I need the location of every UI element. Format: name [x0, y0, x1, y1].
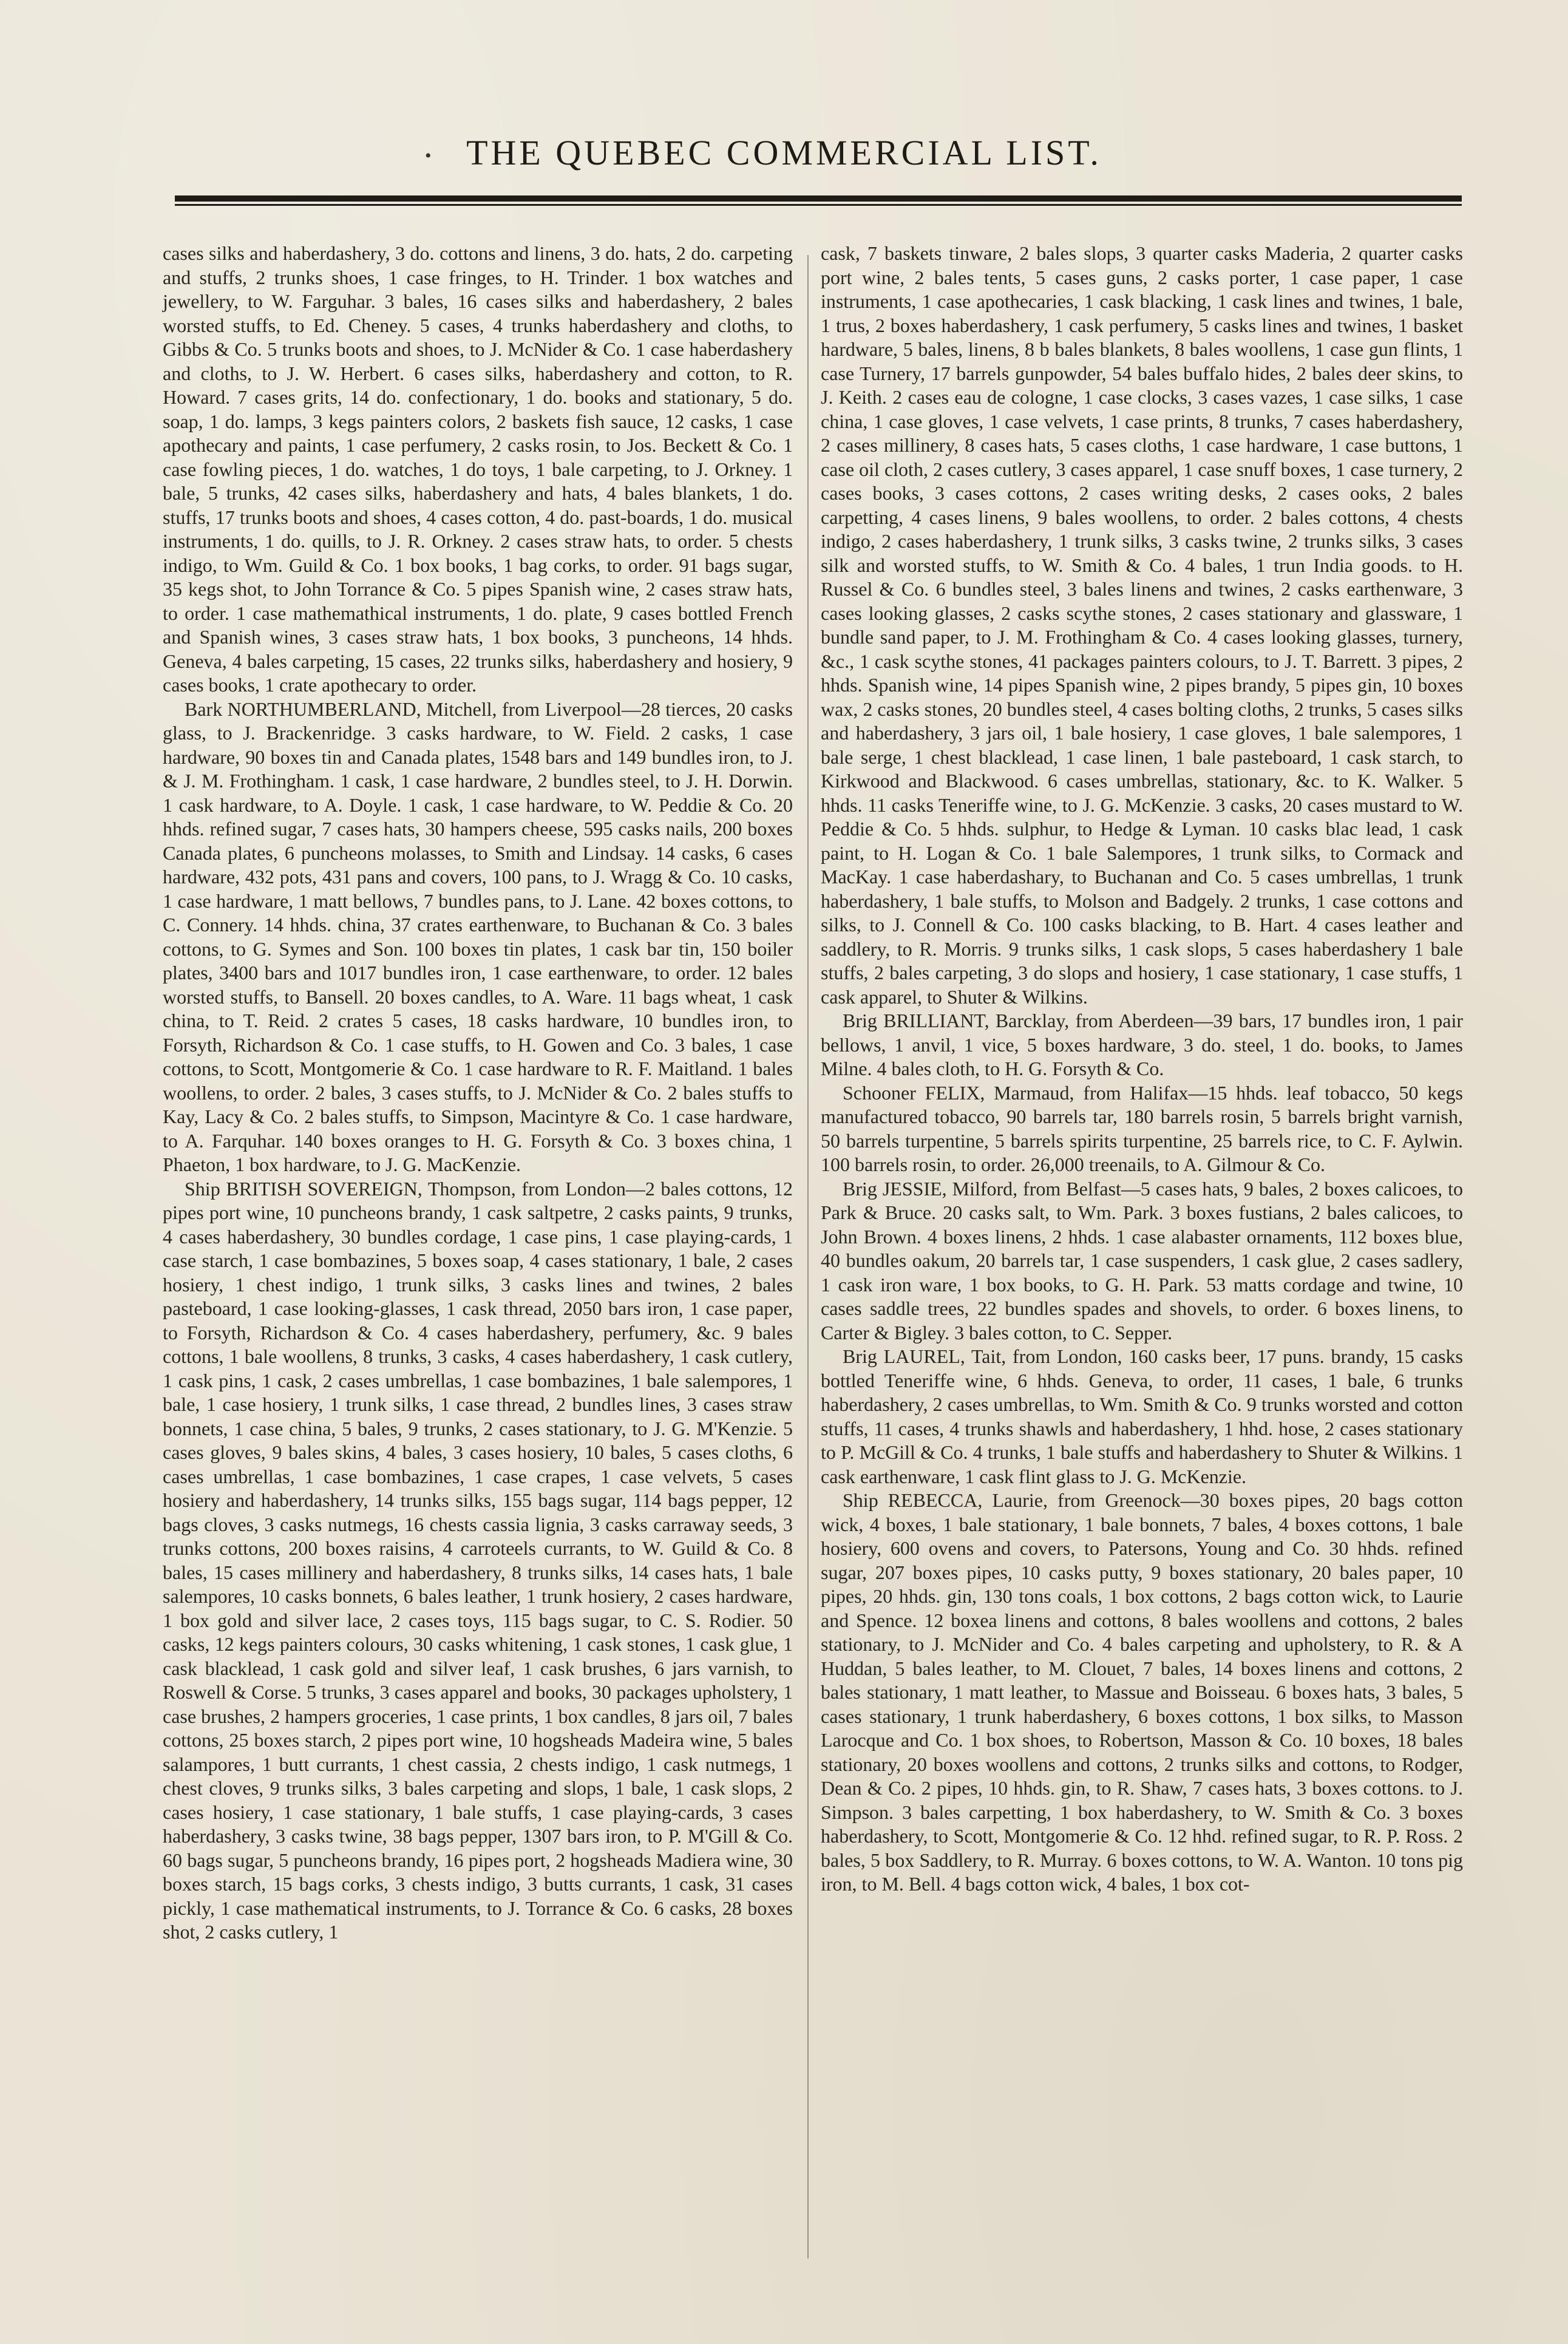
left-paragraph-british-sovereign: Ship BRITISH SOVEREIGN, Thompson, from London—2 bales cottons, 12 pipes port wine, 10 puncheons brandy, 1 cask saltpetre, 2 casks paints, 9 trunks, 4 cases haberdashery, 30 bundles cordage, 1 case pins, 1 case playing-cards, 1 case starch, 1 case bombazines, 5 boxes soap, 4 cases stationary, 1 bale, 2 cases hosiery, 1 chest indigo, 1 trunk silks, 3 casks lines and twines, 2 bales pasteboard, 1 case looking-glasses, 1 cask thread, 2050 bars iron, 1 case paper, to Forsyth, Richardson & Co. 4 cases haberdashery, perfumery, &c. 9 bales cottons, 1 bale woollens, 8 trunks, 3 casks, 4 cases haberdashery, 1 cask cutlery, 1 cask pins, 1 cask, 2 cases umbrellas, 1 case bombazines, 1 bale salempores, 1 bale, 1 case hosiery, 1 trunk silks, 1 case thread, 2 bundles lines, 3 cases straw bonnets, 1 case china, 5 bales, 9 trunks, 2 cases stationary, to J. G. M'Kenzie. 5 cases gloves, 9 bales skins, 4 bales, 3 cases hosiery, 10 bales, 5 cases cloths, 6 cases umbrellas, 1 case bombazines, 1 case crapes, 1 case velvets, 5 cases hosiery and haberdashery, 14 trunks silks, 155 bags sugar, 114 bags pepper, 12 bags cloves, 3 casks nutmegs, 16 chests cassia lignia, 3 casks carraway seeds, 3 trunks cottons, 200 boxes raisins, 4 carroteels currants, to W. Guild & Co. 8 bales, 15 cases millinery and haberdashery, 8 trunks silks, 14 cases hats, 1 bale salempores, 10 casks bonnets, 6 bales leather, 1 trunk hosiery, 2 cases hardware, 1 box gold and silver lace, 2 cases toys, 115 bags sugar, to C. S. Rodier. 50 casks, 12 kegs painters colours, 30 casks whitening, 1 cask stones, 1 cask glue, 1 cask blacklead, 1 cask gold and silver leaf, 1 cask brushes, 6 jars varnish, to Roswell & Corse. 5 trunks, 3 cases apparel and books, 30 packages upholstery, 1 case brushes, 2 hampers groceries, 1 case prints, 1 box candles, 8 jars oil, 7 bales cottons, 25 boxes starch, 2 pipes port wine, 10 hogsheads Madeira wine, 5 bales salampores, 1 butt currants, 1 chest cassia, 2 chests indigo, 1 cask nutmegs, 1 chest cloves, 9 trunks silks, 3 bales carpeting and slops, 1 bale, 1 cask slops, 2 cases hosiery, 1 case stationary, 1 bale stuffs, 1 case playing-cards, 3 cases haberdashery, 3 casks twine, 38 bags pepper, 1307 bars iron, to P. M'Gill & Co. 60 bags sugar, 5 puncheons brandy, 16 pipes port, 2 hogsheads Madiera wine, 30 boxes starch, 15 bags corks, 3 chests indigo, 3 butts currants, 1 cask, 31 cases pickly, 1 case mathematical instruments, to J. Torrance & Co. 6 casks, 28 boxes shot, 2 casks cutlery, 1: [163, 1177, 793, 1943]
left-paragraph-northumberland: Bark NORTHUMBERLAND, Mitchell, from Liverpool—28 tierces, 20 casks glass, to J. Brackenridge. 3 casks hardware, to W. Field. 2 casks, 1 case hardware, 90 boxes tin and Canada plates, 1548 bars and 149 bundles iron, to J. & J. M. Frothingham. 1 cask, 1 case hardware, 2 bundles steel, to J. H. Dorwin. 1 cask hardware, to A. Doyle. 1 cask, 1 case hardware, to W. Peddie & Co. 20 hhds. refined sugar, 7 cases hats, 30 hampers cheese, 595 casks nails, 200 boxes Canada plates, 6 puncheons molasses, to Smith and Lindsay. 14 casks, 6 cases hardware, 432 pots, 431 pans and covers, 100 pans, to J. Wragg & Co. 10 casks, 1 case hardware, 1 matt bellows, 7 bundles pans, to J. Lane. 42 boxes cottons, to C. Connery. 14 hhds. china, 37 crates earthenware, to Buchanan & Co. 3 bales cottons, to G. Symes and Son. 100 boxes tin plates, 1 cask bar tin, 150 boiler plates, 3400 bars and 1017 bundles iron, 1 case earthenware, to order. 12 bales worsted stuffs, to Bansell. 20 boxes candles, to A. Ware. 11 bags wheat, 1 cask china, to T. Reid. 2 crates 5 cases, 18 casks hardware, 10 bundles iron, to Forsyth, Richardson & Co. 1 case stuffs, to H. Gowen and Co. 3 bales, 1 case cottons, to Scott, Montgomerie & Co. 1 case hardware to R. F. Maitland. 1 bales woollens, to order. 2 bales, 3 cases stuffs, to J. McNider & Co. 2 bales stuffs to Kay, Lacy & Co. 2 bales stuffs, to Simpson, Macintyre & Co. 1 case hardware, to A. Farquhar. 140 boxes oranges to H. G. Forsyth & Co. 3 boxes china, 1 Phaeton, 1 box hardware, to J. G. MacKenzie.: [163, 698, 793, 1175]
right-column: [821, 242, 1463, 1897]
header-rule-thin: [175, 204, 1462, 206]
right-paragraph-rebecca: Ship REBECCA, Laurie, from Greenock—30 boxes pipes, 20 bags cotton wick, 4 boxes, 1 bale stationary, 1 bale bonnets, 7 bales, 4 boxes cottons, 1 bale hosiery, 600 ovens and covers, to Patersons, Young and Co. 30 hhds. refined sugar, 207 boxes pipes, 10 casks putty, 9 boxes stationary, 20 bales paper, 10 pipes, 20 hhds. gin, 130 tons coals, 1 box cottons, 2 bags cotton wick, to Laurie and Spence. 12 boxea linens and cottons, 8 bales woollens and cottons, 2 bales stationary, to J. McNider and Co. 4 bales carpeting and upholstery, to R. & A Huddan, 5 bales leather, to M. Clouet, 7 bales, 14 boxes linens and cottons, 2 bales stationary, 1 matt leather, to Massue and Boisseau. 6 boxes hats, 3 bales, 5 cases stationary, 1 trunk haberdashery, 6 boxes cottons, 1 box silks, to Masson Larocque and Co. 1 box shoes, to Robertson, Masson & Co. 10 boxes, 18 bales stationary, 20 boxes woollens and cottons, 2 trunks silks and cottons, to Rodger, Dean & Co. 2 pipes, 10 hhds. gin, to R. Shaw, 7 cases hats, 3 boxes cottons. to J. Simpson. 3 bales carpetting, 1 box haberdashery, to W. Smith & Co. 3 boxes haberdashery, to Scott, Montgomerie & Co. 12 hhd. refined sugar, to R. P. Ross. 2 bales, 5 box Saddlery, to R. Murray. 6 boxes cottons, to W. A. Wanton. 10 tons pig iron, to M. Bell. 4 bags cotton wick, 4 bales, 1 box cot-: [821, 1489, 1463, 1895]
left-column: [163, 242, 793, 1945]
right-paragraph-laurel: Brig LAUREL, Tait, from London, 160 casks beer, 17 puns. brandy, 15 casks bottled Teneriffe wine, 6 hhds. Geneva, to order, 11 cases, 1 bale, 6 trunks haberdashery, 2 cases umbrellas, to Wm. Smith & Co. 9 trunks worsted and cotton stuffs, 11 cases, 4 trunks shawls and haberdashery, 1 hhd. hose, 2 cases stationary to P. McGill & Co. 4 trunks, 1 bale stuffs and haberdashery to Shuter & Wilkins. 1 cask earthenware, 1 cask flint glass to J. G. McKenzie.: [821, 1345, 1463, 1487]
ornament-mark: •: [425, 146, 432, 166]
right-paragraph-felix: Schooner FELIX, Marmaud, from Halifax—15 hhds. leaf tobacco, 50 kegs manufactured tobacco, 90 barrels tar, 180 barrels rosin, 5 barrels bright varnish, 50 barrels turpentine, 5 barrels spirits turpentine, 25 barrels rice, to C. F. Aylwin. 100 barrels rosin, to order. 26,000 treenails, to A. Gilmour & Co.: [821, 1081, 1463, 1175]
right-paragraph-jessie: Brig JESSIE, Milford, from Belfast—5 cases hats, 9 bales, 2 boxes calicoes, to Park & Bruce. 20 casks salt, to Wm. Park. 3 boxes fustians, 2 bales calicoes, to John Brown. 4 boxes linens, 2 hhds. 1 case alabaster ornaments, 112 boxes blue, 40 bundles oakum, 20 barrels tar, 1 case suspenders, 1 cask glue, 2 cases sadlery, 1 cask iron ware, 1 box books, to G. H. Park. 53 matts cordage and twine, 10 cases saddle trees, 22 bundles spades and shovels, to order. 6 boxes linens, to Carter & Bigley. 3 bales cotton, to C. Sepper.: [821, 1177, 1463, 1344]
right-paragraph-brilliant: Brig BRILLIANT, Barcklay, from Aberdeen—39 bars, 17 bundles iron, 1 pair bellows, 1 anvil, 1 vice, 5 boxes hardware, 3 do. steel, 1 do. books, to James Milne. 4 bales cloth, to H. G. Forsyth & Co.: [821, 1010, 1463, 1079]
column-divider: [807, 255, 809, 2258]
right-paragraph-continuation: cask, 7 baskets tinware, 2 bales slops, 3 quarter casks Maderia, 2 quarter casks port wine, 2 bales tents, 5 cases guns, 2 casks porter, 1 case paper, 1 case instruments, 1 case apothecaries, 1 cask blacking, 1 cask lines and twines, 1 bale, 1 trus, 2 boxes haberdashery, 1 cask perfumery, 5 casks lines and twines, 1 basket hardware, 5 bales, linens, 8 b bales blankets, 8 bales woollens, 1 case gun flints, 1 case Turnery, 17 barrels gunpowder, 54 bales buffalo hides, 2 bales deer skins, to J. Keith. 2 cases eau de cologne, 1 case clocks, 3 cases vazes, 1 case silks, 1 case china, 1 case gloves, 1 case velvets, 1 case prints, 8 trunks, 7 cases haberdashery, 2 cases millinery, 8 cases hats, 5 cases cloths, 1 case hardware, 1 case buttons, 1 case oil cloth, 2 cases cutlery, 3 cases apparel, 1 case snuff boxes, 1 case turnery, 2 cases books, 3 cases cottons, 2 cases writing desks, 2 cases ooks, 2 bales carpetting, 4 cases linens, 9 bales woollens, to order. 2 bales cottons, 4 chests indigo, 2 cases haberdashery, 1 trunk silks, 3 casks twine, 2 trunks silks, 3 cases silk and worsted stuffs, to W. Smith & Co. 4 bales, 1 trun India goods. to H. Russel & Co. 6 bundles steel, 3 bales linens and twines, 2 casks earthenware, 3 cases looking glasses, 2 casks scythe stones, 2 cases stationary and glassware, 1 bundle sand paper, to J. M. Frothingham & Co. 4 cases looking glasses, turnery, &c., 1 cask scythe stones, 41 packages painters colours, to J. T. Barrett. 3 pipes, 2 hhds. Spanish wine, 14 pipes Spanish wine, 2 pipes brandy, 5 pipes gin, 10 boxes wax, 2 casks stones, 20 bundles steel, 4 cases bolting cloths, 2 trunks, 5 cases silks and haberdashery, 3 jars oil, 1 bale hosiery, 1 case gloves, 1 bale salempores, 1 bale serge, 1 chest blacklead, 1 case linen, 1 bale pasteboard, 1 cask starch, to Kirkwood and Blackwood. 6 cases umbrellas, stationary, &c. to K. Walker. 5 hhds. 11 casks Teneriffe wine, to J. G. McKenzie. 3 casks, 20 cases mustard to W. Peddie & Co. 5 hhds. sulphur, to Hedge & Lyman. 10 casks blac lead, 1 cask paint, to H. Logan & Co. 1 bale Salempores, 1 trunk silks, to Cormack and MacKay. 1 case haberdashary, to Buchanan and Co. 5 cases umbrellas, 1 trunk haberdashery, 1 bale stuffs, to Molson and Badgely. 2 trunks, 1 case cottons and silks, to J. Connell & Co. 100 casks blacking, to B. Hart. 4 cases leather and saddlery, to R. Morris. 9 trunks silks, 1 cask slops, 5 cases haberdashery 1 bale stuffs, 2 bales carpeting, 3 do slops and hosiery, 1 case stationary, 1 case stuffs, 1 cask apparel, to Shuter & Wilkins.: [821, 242, 1463, 1008]
header-rule-thick: [175, 195, 1462, 202]
left-paragraph-continuation: cases silks and haberdashery, 3 do. cottons and linens, 3 do. hats, 2 do. carpeting and stuffs, 2 trunks shoes, 1 case fringes, to H. Trinder. 1 box watches and jewellery, to W. Farguhar. 3 bales, 16 cases silks and haberdashery, 2 bales worsted stuffs, to Ed. Cheney. 5 cases, 4 trunks haberdashery and cloths, to Gibbs & Co. 5 trunks boots and shoes, to J. McNider & Co. 1 case haberdashery and cloths, to J. W. Herbert. 6 cases silks, haberdashery and cotton, to R. Howard. 7 cases grits, 14 do. confectionary, 1 do. books and stationary, 5 do. soap, 1 do. lamps, 3 kegs painters colors, 2 baskets fish sauce, 12 casks, 1 case apothecary and paints, 1 case perfumery, 2 casks rosin, to Jos. Beckett & Co. 1 case fowling pieces, 1 do. watches, 1 do toys, 1 bale carpeting, to J. Orkney. 1 bale, 5 trunks, 42 cases silks, haberdashery and hats, 4 bales blankets, 1 do. stuffs, 17 trunks boots and shoes, 4 cases cotton, 4 do. past-boards, 1 do. musical instruments, 1 do. quills, to J. R. Orkney. 2 cases straw hats, to order. 5 chests indigo, to Wm. Guild & Co. 1 box books, 1 bag corks, to order. 91 bags sugar, 35 kegs shot, to John Torrance & Co. 5 pipes Spanish wine, 2 cases straw hats, to order. 1 case mathemathical instruments, 1 do. plate, 9 cases bottled French and Spanish wines, 3 cases straw hats, 1 box books, 3 puncheons, 14 hhds. Geneva, 4 bales carpeting, 15 cases, 22 trunks silks, haberdashery and hosiery, 9 cases books, 1 crate apothecary to order.: [163, 242, 793, 696]
page-title: THE QUEBEC COMMERCIAL LIST.: [466, 133, 1102, 172]
